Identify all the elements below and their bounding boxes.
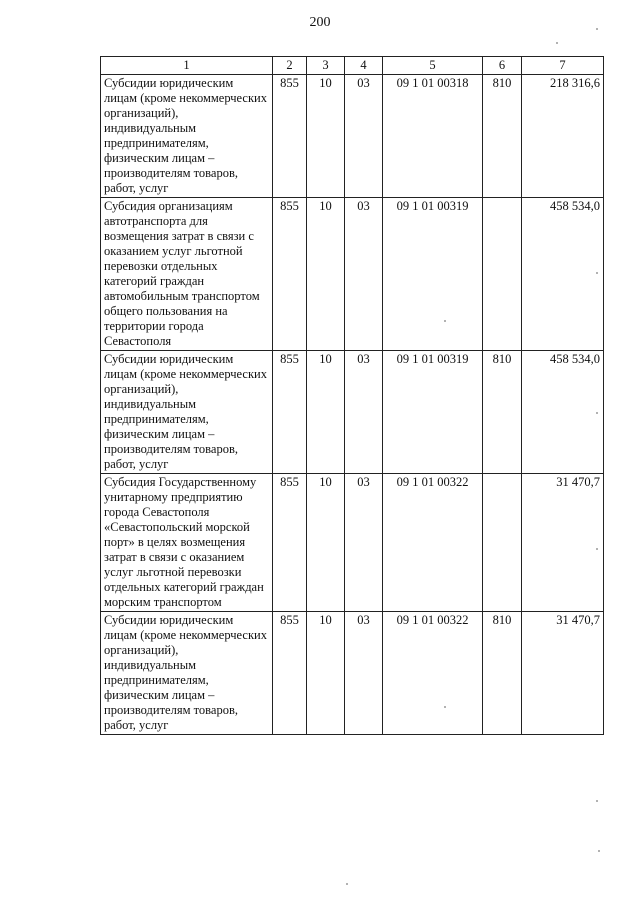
scan-speck — [444, 706, 446, 708]
table-row — [101, 474, 604, 612]
row-amount: 458 534,0 — [522, 351, 604, 474]
row-rz: 10 — [307, 75, 345, 198]
scan-speck — [596, 412, 598, 414]
row-pr: 03 — [345, 75, 383, 198]
scan-speck — [596, 548, 598, 550]
table-row — [101, 351, 604, 474]
row-vr: 810 — [483, 75, 522, 198]
row-gr: 855 — [273, 612, 307, 735]
scan-speck — [596, 28, 598, 30]
table-row — [101, 198, 604, 351]
row-vr — [483, 198, 522, 351]
row-pr: 03 — [345, 612, 383, 735]
table-header-row — [101, 57, 604, 75]
column-header: 5 — [383, 57, 483, 75]
row-amount: 458 534,0 — [522, 198, 604, 351]
page-number: 200 — [309, 15, 331, 30]
row-rz: 10 — [307, 198, 345, 351]
column-header: 6 — [483, 57, 522, 75]
table-row — [101, 75, 604, 198]
column-header: 7 — [522, 57, 604, 75]
row-description: Субсидия Государственному унитарному предприятию города Севастополя «Севастопольский морской порт» в целях возмещения затрат в связи с оказанием услуг льготной перевозки отдельных категорий граждан морским транспортом — [101, 474, 273, 612]
column-header: 1 — [101, 57, 273, 75]
row-gr: 855 — [273, 198, 307, 351]
column-header: 2 — [273, 57, 307, 75]
row-gr: 855 — [273, 351, 307, 474]
row-vr: 810 — [483, 351, 522, 474]
row-pr: 03 — [345, 198, 383, 351]
row-amount: 218 316,6 — [522, 75, 604, 198]
row-rz: 10 — [307, 351, 345, 474]
budget-table — [100, 56, 604, 735]
row-rz: 10 — [307, 474, 345, 612]
row-description: Субсидия организациям автотранспорта для возмещения затрат в связи с оказанием услуг льготной перевозки отдельных категорий граждан автомобильным транспортом общего пользования на территории города Севастополя — [101, 198, 273, 351]
row-csr: 09 1 01 00322 — [383, 612, 483, 735]
row-description: Субсидии юридическим лицам (кроме некоммерческих организаций), индивидуальным предпринимателям, физическим лицам – производителям товаров, работ, услуг — [101, 612, 273, 735]
scan-speck — [596, 800, 598, 802]
scan-speck — [596, 272, 598, 274]
row-gr: 855 — [273, 75, 307, 198]
row-csr: 09 1 01 00319 — [383, 351, 483, 474]
row-csr: 09 1 01 00318 — [383, 75, 483, 198]
row-description: Субсидии юридическим лицам (кроме некоммерческих организаций), индивидуальным предпринимателям, физическим лицам – производителям товаров, работ, услуг — [101, 75, 273, 198]
column-header: 3 — [307, 57, 345, 75]
row-vr: 810 — [483, 612, 522, 735]
row-csr: 09 1 01 00319 — [383, 198, 483, 351]
scan-speck — [346, 883, 348, 885]
row-vr — [483, 474, 522, 612]
table-row — [101, 612, 604, 735]
scan-speck — [556, 42, 558, 44]
row-amount: 31 470,7 — [522, 612, 604, 735]
row-description: Субсидии юридическим лицам (кроме некоммерческих организаций), индивидуальным предпринимателям, физическим лицам – производителям товаров, работ, услуг — [101, 351, 273, 474]
scan-speck — [598, 850, 600, 852]
row-pr: 03 — [345, 474, 383, 612]
row-rz: 10 — [307, 612, 345, 735]
row-amount: 31 470,7 — [522, 474, 604, 612]
row-csr: 09 1 01 00322 — [383, 474, 483, 612]
row-pr: 03 — [345, 351, 383, 474]
row-gr: 855 — [273, 474, 307, 612]
column-header: 4 — [345, 57, 383, 75]
scan-speck — [444, 320, 446, 322]
